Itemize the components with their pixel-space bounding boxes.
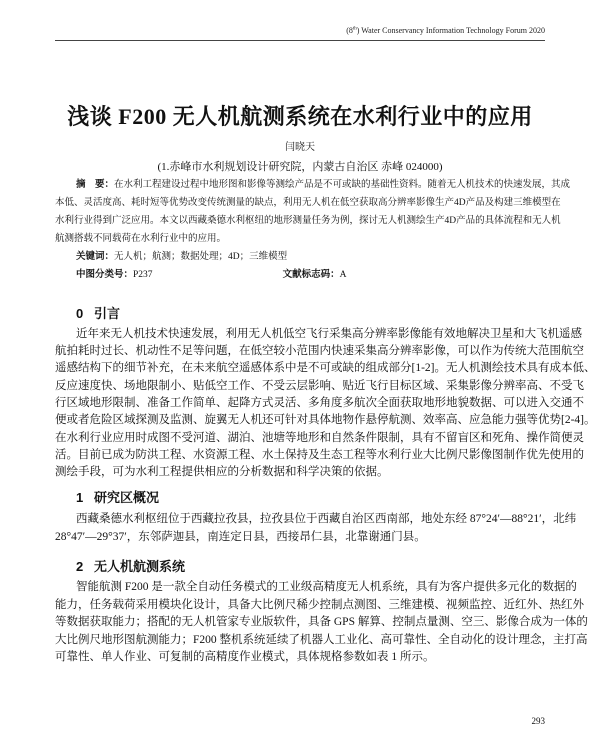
body-line: 反应速度快、场地限制小、贴低空工作、不受云层影响、贴近飞行目标区域、采集影像分辨率高、不受飞 [55,380,584,392]
abstract-line: 水利行业得到广泛应用。本文以西藏桑德水利枢纽的地形测量任务为例，探讨无人机测绘生产4D产品的具体流程和无人机 [55,216,561,226]
running-header [346,26,545,35]
author: 闫晓天 [285,142,315,153]
header-rule [55,40,545,41]
header-text: ) Water Conservancy Information Technology Forum 2020 [356,26,545,35]
body-line: 可靠性、单人作业、可复制的高精度作业模式，具体规格参数如表 1 所示。 [55,651,435,663]
abstract-line: 航测搭载不同载荷在水利行业中的应用。 [55,234,227,244]
body-line: 等数据获取能力；搭配的无人机管家专业版软件，具备 GPS 解算、控制点量测、空三、影像合成为一体的 [55,616,588,628]
body-line: 28°47′—29°37′，东邻萨迦县，南连定日县，西接昂仁县，北靠谢通门县。 [55,531,426,543]
class-label: 中图分类号： [76,270,134,280]
body-line: 大比例尺地形图航测能力；F200 整机系统延续了机器人工业化、高可靠性、全自动化的设计理念，主打高 [55,634,588,646]
body-line: 能力，任务载荷采用模块化设计，具备大比例尺稀少控制点测图、三维建模、视频监控、近红外、热红外 [55,599,584,611]
section-heading [76,303,120,322]
doc-code-value: A [339,270,347,280]
section-heading [76,487,159,506]
section-number: 0 [76,306,84,321]
body-line: 航拍耗时过长、机动性不足等问题，在低空较小范围内快速采集高分辨率影像，可以作为传统大范围航空 [55,345,584,357]
abstract-label: 摘 要： [76,180,115,190]
abstract-line [76,178,571,192]
section-number: 2 [76,559,84,574]
classification [76,268,545,282]
doc-code-label: 文献标志码： [282,270,340,280]
paper-title: 浅谈 F200 无人机航测系统在水利行业中的应用 [67,104,533,129]
class-value: P237 [133,270,153,280]
keywords [76,250,545,264]
body-line: 遥感结构下的细节补充，在未来航空遥感体系中是不可或缺的组成部分[1-2]。无人机测绘技术具有成本低、 [55,362,596,374]
body-line: 近年来无人机技术快速发展，利用无人机低空飞行采集高分辨率影像能有效地解决卫星和大飞机遥感 [76,328,582,340]
body-line: 活。目前已成为防洪工程、水资源工程、水土保持及生态工程等水利行业大比例尺影像图制作优先使用的 [55,449,584,461]
keywords-value: 无人机；航测；数据处理；4D；三维模型 [114,252,288,262]
body-line: 便或者危险区域探测及监测、旋翼无人机还可针对具体地物作悬停航测、效率高、应急能力强等优势[2-4]。 [55,414,596,426]
section-title: 引言 [94,306,121,321]
page-number: 293 [531,716,545,726]
abstract-line: 本低、灵活度高、耗时短等优势改变传统测量的缺点，利用无人机在低空获取高分辨率影像生产4D产品及构建三维模型在 [55,198,561,208]
header-prefix: (8 [346,26,353,35]
keywords-label: 关键词： [76,252,115,262]
body-line: 行区域地形限制、准备工作简单、起降方式灵活、多角度多航次全面获取地形地貌数据、可以进入交通不 [55,397,584,409]
section-title: 研究区概况 [94,490,160,505]
section-heading [76,556,185,575]
header-sup: th [352,26,357,32]
affiliation: (1.赤峰市水利规划设计研究院，内蒙古自治区 赤峰 024000) [157,161,443,173]
body-line: 西藏桑德水利枢纽位于西藏拉孜县，拉孜县位于西藏自治区西南部，地处东经 87°24′—88°21′，北纬 [76,513,577,525]
section-title: 无人机航测系统 [94,559,186,574]
abstract-text: 在水利工程建设过程中地形图和影像等测绘产品是不可或缺的基础性资料。随着无人机技术的快速发展，其成 [114,180,571,190]
body-line: 智能航测 F200 是一款全自动任务模式的工业级高精度无人机系统，具有为客户提供多元化的数据的 [76,581,577,593]
section-number: 1 [76,490,84,505]
body-line: 在水利行业应用时成图不受河道、湖泊、池塘等地形和自然条件限制，具有不留盲区和死角、操作简便灵 [55,432,584,444]
body-line: 测绘手段，可为水利工程提供相应的分析数据和科学决策的依据。 [55,466,389,478]
